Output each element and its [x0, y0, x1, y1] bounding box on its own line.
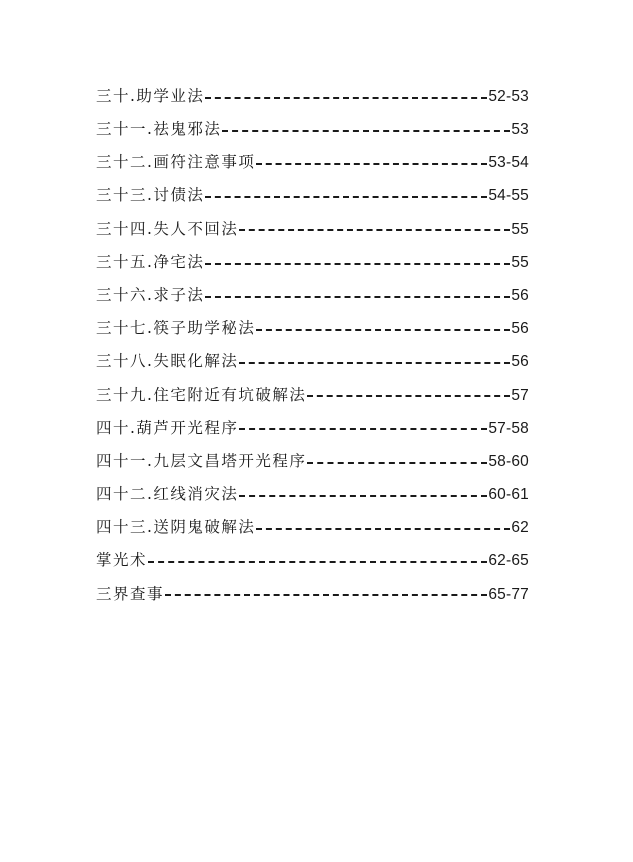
toc-entry — [96, 180, 529, 213]
toc-dash-leader — [205, 196, 487, 198]
toc-entry-title: 四十一.九层文昌塔开光程序 — [96, 451, 307, 470]
toc-entry — [96, 146, 529, 179]
toc-entry-pages: 54-55 — [488, 187, 529, 205]
toc-entry — [96, 346, 529, 379]
toc-entry-pages: 55 — [511, 253, 529, 271]
toc-entry — [96, 80, 529, 113]
toc-entry-pages: 55 — [511, 220, 529, 238]
toc-entry-title: 四十三.送阴鬼破解法 — [96, 518, 256, 537]
toc-dash-leader — [239, 428, 487, 430]
toc-dash-leader — [205, 97, 487, 99]
toc-dash-leader — [256, 163, 487, 165]
toc-dash-leader — [222, 130, 510, 132]
toc-entry-title: 三十一.祛鬼邪法 — [96, 120, 222, 139]
toc-entry-pages: 60-61 — [488, 486, 529, 504]
toc-entry-title: 三十五.净宅法 — [96, 252, 205, 271]
toc-entry — [96, 545, 529, 578]
toc-dash-leader — [307, 395, 510, 397]
toc-entry-pages: 56 — [511, 286, 529, 304]
toc-entry-title: 三十九.住宅附近有坑破解法 — [96, 385, 307, 404]
toc-entry-title: 掌光术 — [96, 551, 148, 570]
toc-entry-pages: 62 — [511, 519, 529, 537]
toc-entry-pages: 57 — [511, 386, 529, 404]
toc-dash-leader — [239, 229, 510, 231]
toc-dash-leader — [256, 329, 510, 331]
toc-entry — [96, 279, 529, 312]
toc-dash-leader — [148, 561, 487, 563]
toc-entry — [96, 412, 529, 445]
toc-entry — [96, 445, 529, 478]
toc-dash-leader — [239, 362, 510, 364]
toc-entry — [96, 379, 529, 412]
toc-dash-leader — [307, 462, 487, 464]
toc-entry — [96, 312, 529, 345]
toc-entry-pages: 65-77 — [488, 585, 529, 603]
toc-entry-title: 三界查事 — [96, 584, 165, 603]
toc-entry-title: 三十四.失人不回法 — [96, 219, 239, 238]
toc-entry-title: 三十三.讨债法 — [96, 186, 205, 205]
toc-entry-title: 三十二.画符注意事项 — [96, 153, 256, 172]
toc-entry-pages: 56 — [511, 320, 529, 338]
toc-entry-pages: 58-60 — [488, 452, 529, 470]
toc-entry-title: 三十.助学业法 — [96, 86, 205, 105]
toc-dash-leader — [205, 263, 510, 265]
toc-entry — [96, 578, 529, 611]
toc-dash-leader — [205, 296, 510, 298]
toc-dash-leader — [165, 594, 487, 596]
toc-entry — [96, 113, 529, 146]
toc-dash-leader — [239, 495, 487, 497]
toc-entry-title: 三十七.筷子助学秘法 — [96, 319, 256, 338]
toc-entry — [96, 246, 529, 279]
toc-entry-title: 四十.葫芦开光程序 — [96, 418, 239, 437]
table-of-contents — [96, 80, 529, 611]
toc-entry-title: 三十八.失眠化解法 — [96, 352, 239, 371]
toc-dash-leader — [256, 528, 510, 530]
toc-entry-title: 四十二.红线消灾法 — [96, 485, 239, 504]
toc-entry-pages: 56 — [511, 353, 529, 371]
toc-entry-pages: 57-58 — [488, 419, 529, 437]
toc-entry — [96, 213, 529, 246]
toc-entry-pages: 53 — [511, 121, 529, 139]
toc-entry — [96, 478, 529, 511]
toc-entry-pages: 62-65 — [488, 552, 529, 570]
toc-entry-title: 三十六.求子法 — [96, 285, 205, 304]
toc-entry-pages: 53-54 — [488, 154, 529, 172]
toc-entry-pages: 52-53 — [488, 87, 529, 105]
toc-entry — [96, 511, 529, 544]
